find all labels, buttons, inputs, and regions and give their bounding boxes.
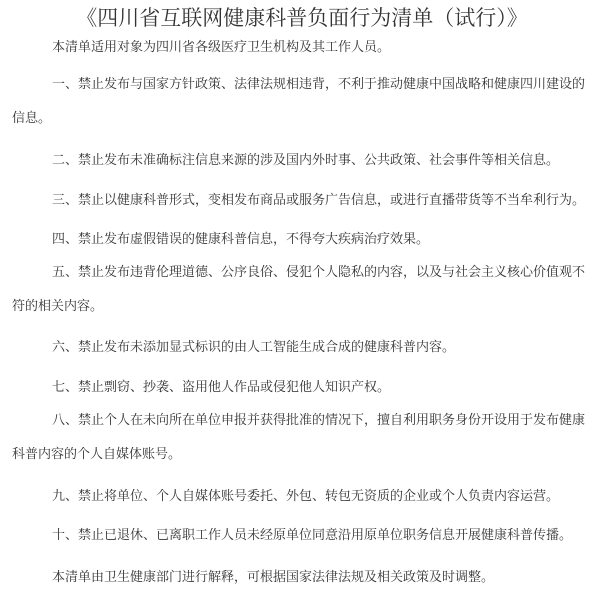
list-item-9: 九、禁止将单位、个人自媒体账号委托、外包、转包无资质的企业或个人负责内容运营。 (52, 489, 560, 504)
list-item-2: 二、禁止发布未准确标注信息来源的涉及国内外时事、公共政策、社会事件等相关信息。 (52, 153, 560, 168)
intro-paragraph: 本清单适用对象为四川省各级医疗卫生机构及其工作人员。 (52, 40, 391, 55)
list-item-6: 六、禁止发布未添加显式标识的由人工智能生成合成的健康科普内容。 (52, 340, 456, 355)
list-item-1: 一、禁止发布与国家方针政策、法律法规相违背，不利于推动健康中国战略和健康四川建设的信息。 (12, 77, 586, 126)
closing-paragraph: 本清单由卫生健康部门进行解释，可根据国家法律法规及相关政策及时调整。 (52, 570, 495, 585)
document-title: 《四川省互联网健康科普负面行为清单（试行）》 (76, 6, 528, 30)
list-item-7: 七、禁止剽窃、抄袭、盗用他人作品或侵犯他人知识产权。 (52, 380, 391, 395)
list-item-8: 八、禁止个人在未向所在单位申报并获得批准的情况下，擅自利用职务身份开设用于发布健康科普内容的个人自媒体账号。 (12, 413, 586, 462)
list-item-10: 十、禁止已退休、已离职工作人员未经原单位同意沿用原单位职务信息开展健康科普传播。 (52, 528, 573, 543)
list-item-4: 四、禁止发布虚假错误的健康科普信息，不得夸大疾病治疗效果。 (52, 232, 430, 247)
list-item-3: 三、禁止以健康科普形式，变相发布商品或服务广告信息，或进行直播带货等不当牟利行为。 (52, 193, 586, 208)
list-item-5: 五、禁止发布违背伦理道德、公序良俗、侵犯个人隐私的内容，以及与社会主义核心价值观不符的相关内容。 (12, 265, 586, 314)
